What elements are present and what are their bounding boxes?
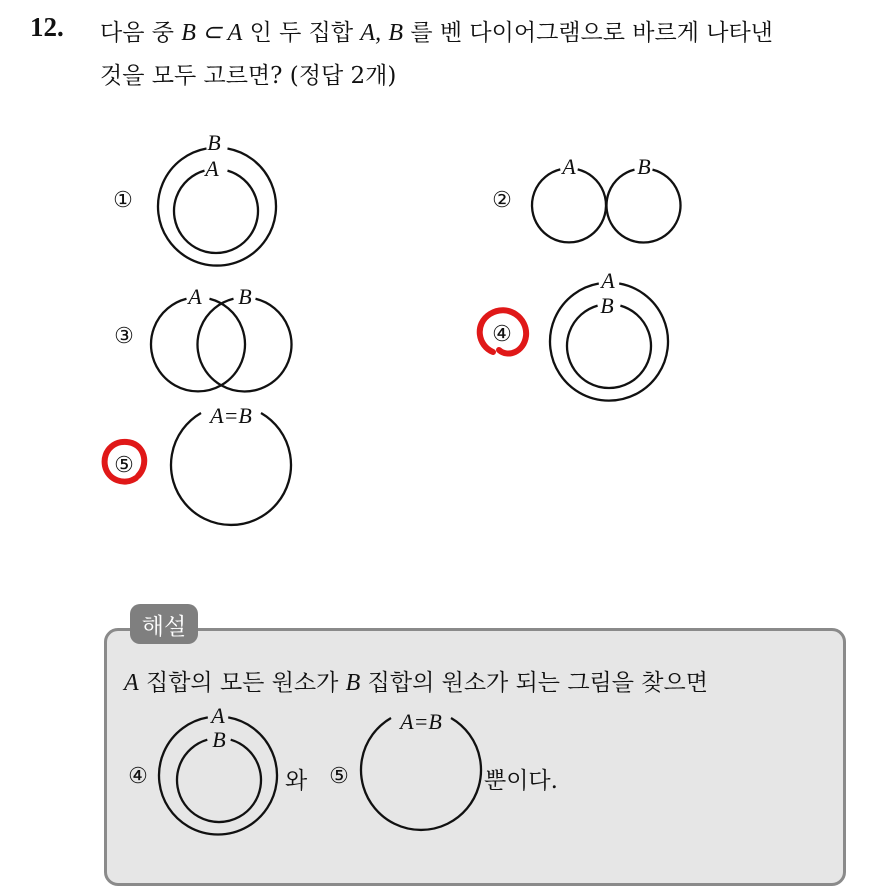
solution-outer-label: A [211, 703, 225, 728]
solution-choice-5-number: ⑤ [329, 763, 349, 788]
solution-ending: 뿐이다. [484, 768, 558, 794]
set-b-name: B [388, 20, 404, 46]
choice-2-label-b: B [637, 154, 651, 179]
solution-choice-5-diagram [361, 718, 481, 830]
choice-4-outer-label: A [601, 268, 615, 293]
solution-choice-4-number: ④ [128, 763, 148, 788]
question-text-line-2: 것을 모두 고르면? (정답 2개) [100, 63, 397, 89]
question-text-post: 를 벤 다이어그램으로 바르게 나타낸 [410, 20, 773, 46]
choice-1-inner-label: A [205, 156, 219, 181]
choice-1-number: ① [113, 187, 133, 212]
solution-inner-label: B [212, 727, 226, 752]
question-number: 12. [30, 12, 64, 42]
solution-tag: 해설 [130, 604, 198, 644]
solution-text-post: 집합의 원소가 되는 그림을 찾으면 [367, 670, 708, 696]
solution-equal-label: A=B [400, 709, 442, 734]
solution-set-b: B [345, 670, 361, 696]
solution-text-mid: 집합의 모든 원소가 [145, 670, 339, 696]
question-text-mid: 인 두 집합 [249, 20, 354, 46]
choice-5-label: A=B [210, 403, 252, 428]
choice-2-label-a: A [562, 154, 576, 179]
solution-connector: 와 [285, 768, 308, 794]
choice-3-label-b: B [238, 284, 252, 309]
solution-inner-circle [177, 740, 261, 822]
choice-3-label-a: A [188, 284, 202, 309]
choice-1-outer-label: B [207, 130, 221, 155]
choice-5-number: ⑤ [114, 452, 134, 477]
question-text-pre: 다음 중 [100, 20, 174, 46]
choice-3-number: ③ [114, 323, 134, 348]
solution-equal-circle [361, 718, 481, 830]
choice-4-inner-label: B [600, 293, 614, 318]
subset-relation: B ⊂ A [181, 20, 243, 46]
choice-4-number: ④ [492, 321, 512, 346]
set-a-name: A, [360, 20, 382, 46]
choice-2-number: ② [492, 187, 512, 212]
solution-set-a: A [124, 670, 139, 696]
